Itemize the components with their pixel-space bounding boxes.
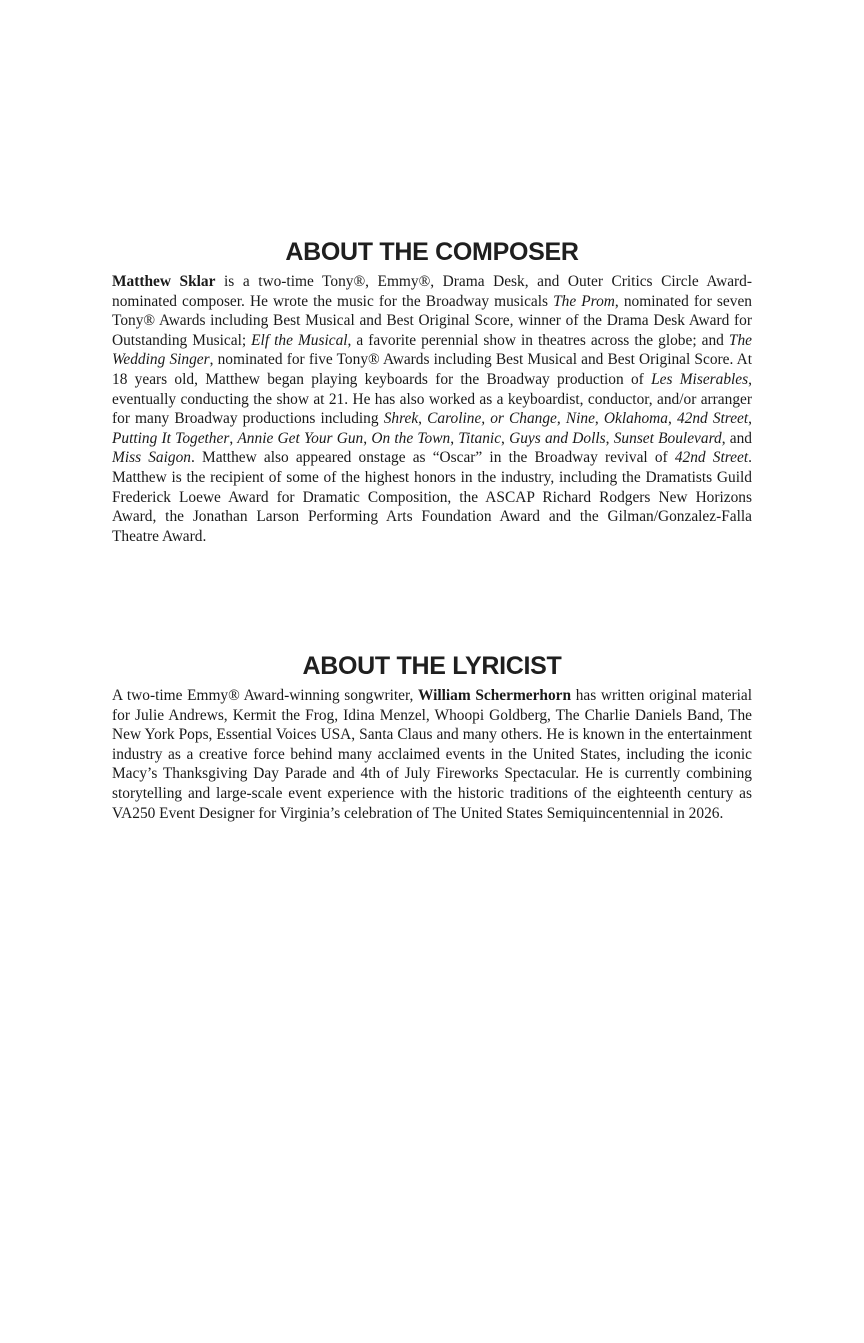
text-run: is a two-time Tony®, Emmy®, Drama Desk, and Outer Critics Circle Award-nominated composer. He wrote the music for the Broadway musicals (112, 273, 752, 310)
text-run: , (594, 410, 604, 428)
lyricist-heading: ABOUT THE LYRICIST (302, 652, 562, 680)
text-run: A two-time Emmy® Award-winning songwriter, (112, 687, 418, 704)
italic-title: Caroline, or Change (427, 410, 557, 428)
bold-name: William Schermerhorn (417, 687, 572, 704)
lyricist-section (112, 650, 752, 823)
text-run: has written original material for Julie Andrews, Kermit the Frog, Idina Menzel, Whoopi Goldberg, The Charlie Daniels Band, The New York Pops, Essential Voices USA, Santa Claus and many others. He is known in the entertainment industry as a creative force behind many acclaimed events in the United States, including the iconic Macy’s Thanksgiving Day Parade and 4th of July Fireworks Spectacular. He is currently combining storytelling and large-scale event experience with the historic traditions of the eighteenth century as VA250 Event Designer for Virginia’s celebration of The United States Semiquincentennial in 2026. (112, 687, 752, 822)
text-run: , (418, 410, 428, 428)
italic-title: 42nd Street (674, 449, 749, 467)
italic-title: Sunset Boulevard (613, 429, 722, 447)
text-run: , nominated for five Tony® Awards including Best Musical and Best Original Score. At 18 years old, Matthew began playing keyboards for the Broadway production of (112, 351, 752, 388)
text-run: , eventually conducting the show at 21. He has also worked as a keyboardist, conductor, and/or arranger for many Broadway productions including (112, 370, 752, 428)
italic-title: The Prom (553, 292, 615, 310)
italic-title: 42nd Street (676, 410, 749, 428)
text-run: , (450, 429, 459, 447)
text-run: , (668, 410, 677, 428)
italic-title: Shrek (383, 410, 419, 428)
text-run: . Matthew is the recipient of some of the highest honors in the industry, including the Dramatists Guild Frederick Loewe Award for Dramatic Composition, the ASCAP Richard Rodgers New Horizons Award, the Jonathan Larson Performing Arts Foundation Award and the Gilman/Gonzalez-Falla Theatre Award. (112, 449, 752, 545)
text-run: , (748, 410, 753, 428)
italic-title: The Wedding Singer (112, 331, 752, 369)
composer-section (112, 236, 752, 546)
italic-title: Nine (565, 410, 595, 428)
text-run: , (229, 429, 238, 447)
italic-title: On the Town (371, 429, 451, 447)
text-run: , (556, 410, 566, 428)
bold-name: Matthew Sklar (112, 273, 216, 290)
italic-title: Miss Saigon (112, 449, 191, 467)
lyricist-bio (112, 686, 752, 823)
text-run: . Matthew also appeared onstage as “Oscar” in the Broadway revival of (191, 449, 675, 467)
text-run: , (501, 429, 510, 447)
italic-title: Les Miserables (651, 370, 749, 388)
italic-title: Titanic (458, 429, 502, 447)
italic-title: Oklahoma (603, 410, 668, 428)
composer-bio (112, 272, 752, 546)
italic-title: Guys and Dolls (509, 429, 606, 447)
text-run: , a favorite perennial show in theatres across the globe; and (347, 331, 729, 349)
composer-heading: ABOUT THE COMPOSER (285, 238, 579, 266)
text-run: , nominated for seven Tony® Awards including Best Musical and Best Original Score, winner of the Drama Desk Award for Outstanding Musical; (112, 292, 752, 349)
text-run: , (605, 429, 614, 447)
text-run: , and (721, 429, 752, 447)
text-run: , (363, 429, 372, 447)
italic-title: Elf the Musical (251, 331, 348, 349)
italic-title: Annie Get Your Gun (237, 429, 364, 447)
italic-title: Putting It Together (112, 429, 230, 447)
